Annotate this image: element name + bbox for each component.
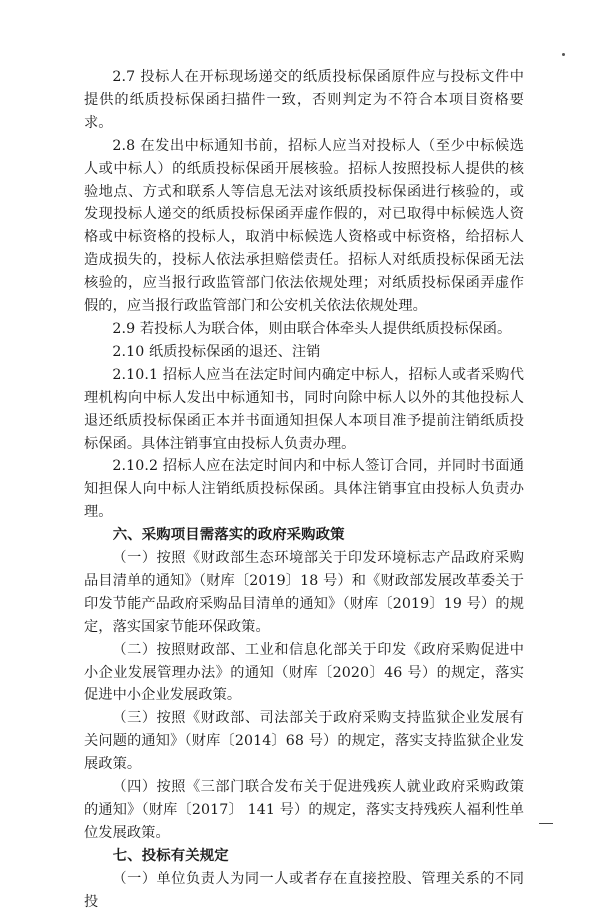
paragraph-2-7: 2.7 投标人在开标现场递交的纸质投标保函原件应与投标文件中提供的纸质投标保函扫描件一致，否则判定为不符合本项目资格要求。	[84, 69, 524, 131]
page-body	[84, 66, 524, 914]
policy-item-4: （四）按照《三部门联合发布关于促进残疾人就业政府采购政策的通知》（财库〔2017〕 141 号）的规定，落实支持残疾人福利性单位发展政策。	[84, 779, 524, 841]
page-footer-dash	[539, 823, 553, 824]
section-heading-procurement-policy: 六、采购项目需落实的政府采购政策	[112, 527, 345, 544]
paragraph-2-10-2: 2.10.2 招标人应在法定时间内和中标人签订合同，并同时书面通知担保人向中标人注销纸质投标保函。具体注销事宜由投标人负责办理。	[84, 458, 524, 521]
paragraph-2-8: 2.8 在发出中标通知书前，招标人应当对投标人（至少中标候选人或中标人）的纸质投标保函开展核验。招标人按照投标人提供的核验地点、方式和联系人等信息无法对该纸质投标保函进行核验的，或发现投标人递交的纸质投标保函弄虚作假的，对已取得中标候选人资格或中标资格的投标人，取消中标候选人资格或中标资格，给招标人造成损失的，投标人依法承担赔偿责任。招标人对纸质投标保函无法核验的，应当报行政监管部门依法依规处理；对纸质投标保函弄虚作假的，应当报行政监管部门和公安机关依法依规处理。	[84, 137, 524, 315]
paragraph-2-10-1: 2.10.1 招标人应当在法定时间内确定中标人，招标人或者采购代理机构向中标人发出中标通知书，同时向除中标人以外的其他投标人退还纸质投标保函正本并书面通知担保人本项目准予提前注销纸质投标保函。具体注销事宜由投标人负责办理。	[84, 366, 524, 452]
section-heading-bidding-rules: 七、投标有关规定	[112, 847, 229, 864]
policy-item-2: （二）按照财政部、工业和信息化部关于印发《政府采购促进中小企业发展管理办法》的通知（财库〔2020〕46 号）的规定，落实促进中小企业发展政策。	[84, 641, 524, 704]
paragraph-2-10: 2.10 纸质投标保函的退还、注销	[112, 343, 321, 360]
policy-item-3: （三）按照《财政部、司法部关于政府采购支持监狱企业发展有关问题的通知》（财库〔2014〕68 号）的规定，落实支持监狱企业发展政策。	[84, 710, 524, 773]
paragraph-2-9: 2.9 若投标人为联合体，则由联合体牵头人提供纸质投标保函。	[112, 320, 512, 337]
bidding-rule-item-1: （一）单位负责人为同一人或者存在直接控股、管理关系的不同投	[84, 870, 524, 910]
policy-item-1: （一）按照《财政部生态环境部关于印发环境标志产品政府采购品目清单的通知》（财库〔2019〕18 号）和《财政部发展改革委关于印发节能产品政府采购品目清单的通知》（财库〔2019〕19 号）的规定，落实国家节能环保政策。	[84, 550, 524, 635]
corner-dot-mark	[562, 53, 565, 56]
